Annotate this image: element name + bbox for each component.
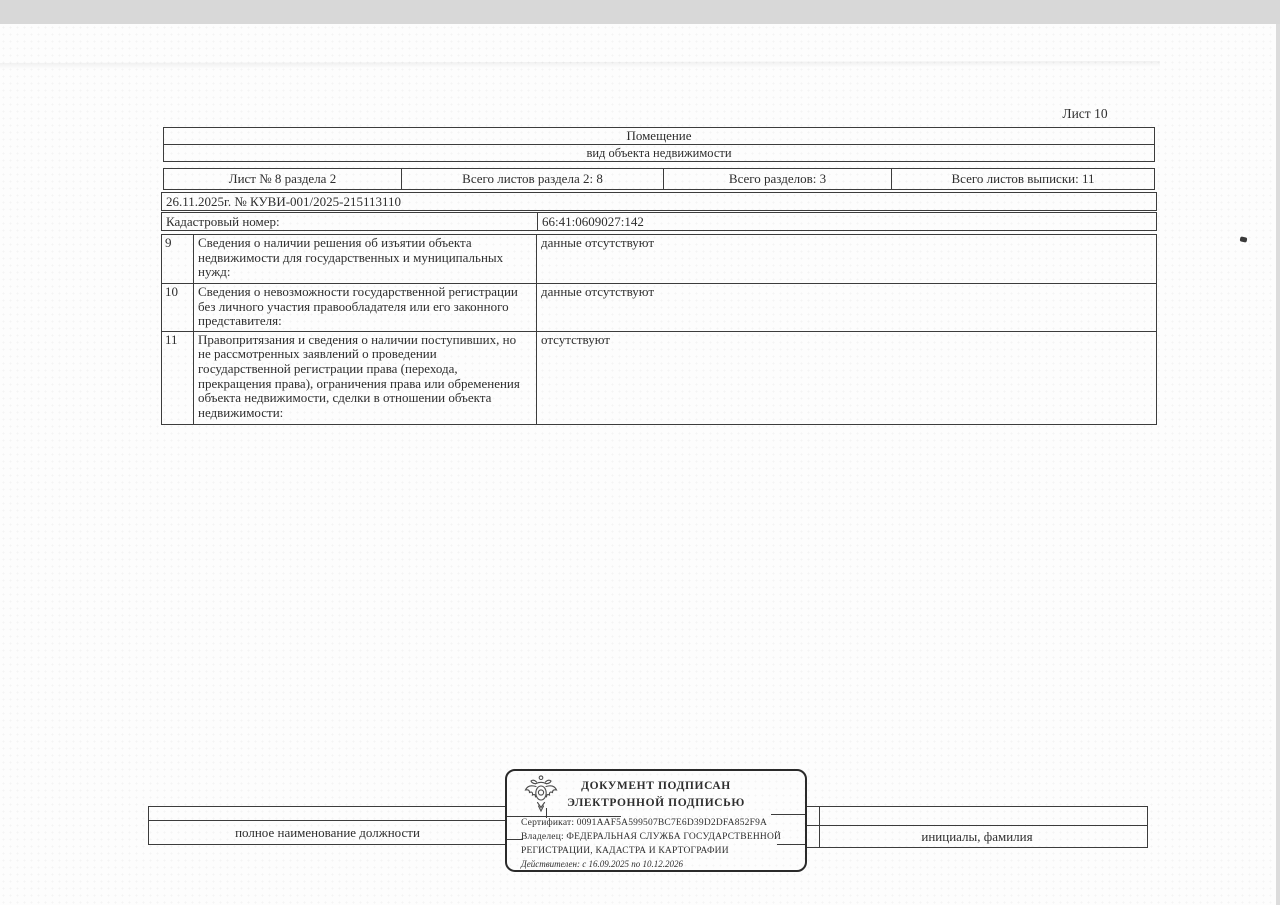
object-type-caption: вид объекта недвижимости bbox=[586, 145, 732, 160]
signature-name-box bbox=[806, 806, 1148, 848]
stamp-validity: Действителен: с 16.09.2025 по 10.12.2026 bbox=[521, 859, 683, 869]
signature-name-box-divider bbox=[819, 807, 820, 847]
section-sheets-total: Всего листов раздела 2: 8 bbox=[401, 169, 663, 189]
stamp-certificate: Сертификат: 0091AAF5A599507BC7E6D39D2DFA852F9A bbox=[521, 818, 768, 828]
stamp-title-line2: ЭЛЕКТРОННОЙ ПОДПИСЬЮ bbox=[567, 797, 745, 809]
scan-artifact-line bbox=[771, 814, 805, 815]
digital-signature-stamp bbox=[505, 769, 807, 872]
table-row bbox=[162, 283, 1156, 331]
signature-position-label: полное наименование должности bbox=[235, 824, 420, 840]
section-sheet-label: Лист № 8 раздела 2 bbox=[228, 171, 337, 186]
cadastral-number-label: Кадастровый номер: bbox=[162, 213, 538, 230]
cadastral-number-value: 66:41:0609027:142 bbox=[542, 213, 644, 229]
row-label: Сведения о невозможности государственной регистрации без личного участия правообладателя или его законного представителя: bbox=[194, 284, 537, 331]
sections-total: Всего разделов: 3 bbox=[663, 169, 891, 189]
row-number: 9 bbox=[162, 235, 194, 283]
scan-background-right-edge bbox=[1276, 24, 1280, 905]
row-value: данные отсутствуют bbox=[541, 235, 655, 250]
sheet-number: Лист 10 bbox=[1062, 106, 1108, 121]
request-number-row: 26.11.2025г. № КУВИ-001/2025-215113110 bbox=[161, 192, 1157, 211]
row-value: данные отсутствуют bbox=[541, 284, 655, 299]
row-number: 11 bbox=[162, 332, 194, 424]
object-type-table bbox=[163, 127, 1155, 162]
row-value: отсутствуют bbox=[541, 331, 610, 347]
stamp-title-line1: ДОКУМЕНТ ПОДПИСАН bbox=[581, 780, 731, 792]
extract-sheets-total: Всего листов выписки: 11 bbox=[891, 169, 1154, 189]
stamp-owner-line2: РЕГИСТРАЦИИ, КАДАСТРА И КАРТОГРАФИИ bbox=[521, 846, 729, 856]
cadastral-number-row bbox=[161, 212, 1157, 231]
info-table bbox=[161, 234, 1157, 425]
row-label: Сведения о наличии решения об изъятии объекта недвижимости для государственных и муниципальных нужд: bbox=[194, 235, 537, 283]
signature-name-label: инициалы, фамилия bbox=[921, 828, 1033, 844]
table-row bbox=[162, 235, 1156, 283]
object-type-value: Помещение bbox=[164, 128, 1154, 145]
stamp-owner-line1: Владелец: ФЕДЕРАЛЬНАЯ СЛУЖБА ГОСУДАРСТВЕННОЙ bbox=[521, 832, 782, 842]
sheet-counts-row bbox=[163, 168, 1155, 190]
scan-artifact-line bbox=[777, 844, 805, 845]
row-number: 10 bbox=[162, 284, 194, 331]
row-label: Правопритязания и сведения о наличии поступивших, но не рассмотренных заявлений о проведении государственной регистрации права (перехода, прекращения права), ограничения права или обременения объекта недвижимости, сделки в отношении объекта недвижимости: bbox=[194, 332, 537, 424]
signature-name-blank-line bbox=[807, 807, 1147, 826]
table-row bbox=[162, 331, 1156, 424]
scan-background-top bbox=[0, 0, 1280, 24]
